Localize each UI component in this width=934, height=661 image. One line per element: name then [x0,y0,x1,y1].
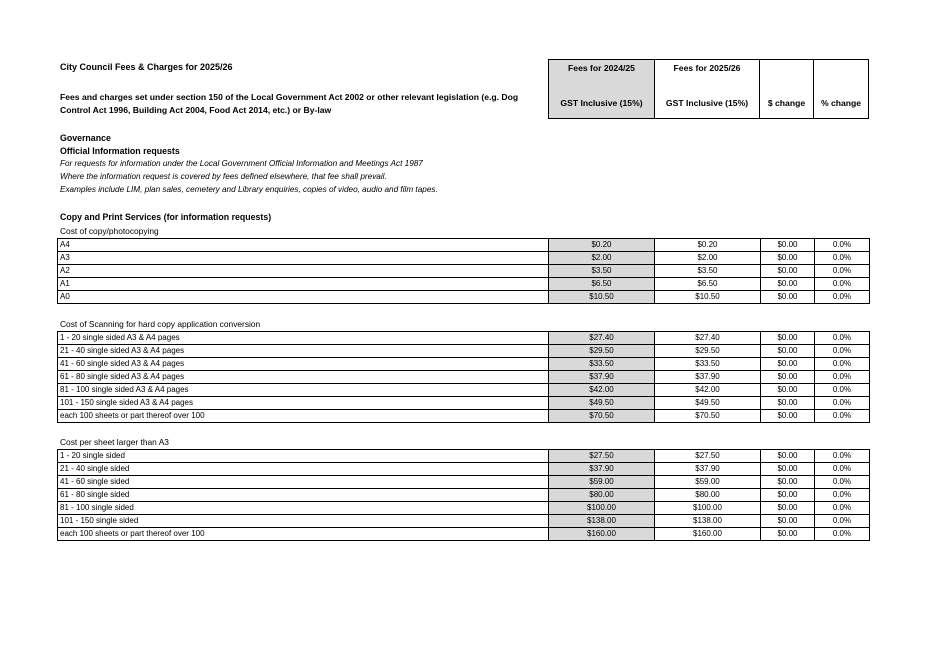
fee-percent-change: 0.0% [815,252,870,265]
fees-table-large-sheets [57,449,870,541]
fee-prev: $2.00 [549,252,655,265]
fee-prev: $37.90 [549,463,655,476]
fee-curr: $6.50 [655,278,761,291]
header-fees-prev-box [548,59,655,119]
header-percent-change-box [813,59,869,119]
fee-dollar-change: $0.00 [761,450,815,463]
fee-percent-change: 0.0% [815,410,870,423]
fee-percent-change: 0.0% [815,528,870,541]
fee-prev: $3.50 [549,265,655,278]
fee-curr: $29.50 [655,345,761,358]
fee-prev: $59.00 [549,476,655,489]
fee-dollar-change: $0.00 [761,291,815,304]
table-row [58,384,870,397]
fee-prev: $29.50 [549,345,655,358]
table-row [58,397,870,410]
fee-curr: $138.00 [655,515,761,528]
fee-dollar-change: $0.00 [761,358,815,371]
fee-item: A3 [58,252,549,265]
fee-curr: $2.00 [655,252,761,265]
governance-note: Where the information request is covered by fees defined elsewhere, that fee shall prevail. [60,172,387,181]
fee-percent-change: 0.0% [815,265,870,278]
fee-percent-change: 0.0% [815,450,870,463]
fee-curr: $27.50 [655,450,761,463]
header-percent-change: % change [820,98,862,108]
fee-curr: $10.50 [655,291,761,304]
fee-prev: $10.50 [549,291,655,304]
fee-curr: $33.50 [655,358,761,371]
governance-heading: Governance [60,133,111,143]
fee-curr: $42.00 [655,384,761,397]
fee-item: 61 - 80 single sided [58,489,549,502]
fee-curr: $49.50 [655,397,761,410]
table-row [58,345,870,358]
fee-item: 81 - 100 single sided [58,502,549,515]
fee-dollar-change: $0.00 [761,502,815,515]
fee-percent-change: 0.0% [815,463,870,476]
fee-percent-change: 0.0% [815,515,870,528]
fee-dollar-change: $0.00 [761,371,815,384]
fee-curr: $70.50 [655,410,761,423]
fee-percent-change: 0.0% [815,291,870,304]
fee-item: 81 - 100 single sided A3 & A4 pages [58,384,549,397]
fees-table-copy [57,238,870,304]
table-row [58,371,870,384]
fee-dollar-change: $0.00 [761,489,815,502]
table-row [58,278,870,291]
copy-print-heading: Copy and Print Services (for information requests) [60,212,272,222]
fee-prev: $37.90 [549,371,655,384]
fee-curr: $80.00 [655,489,761,502]
official-info-heading: Official Information requests [60,146,180,156]
fee-item: A2 [58,265,549,278]
fee-curr: $27.40 [655,332,761,345]
fee-dollar-change: $0.00 [761,278,815,291]
fees-table-scanning [57,331,870,423]
fee-item: 101 - 150 single sided A3 & A4 pages [58,397,549,410]
document-title: City Council Fees & Charges for 2025/26 [60,62,233,72]
header-gst-prev: GST Inclusive (15%) [560,98,643,108]
fee-dollar-change: $0.00 [761,528,815,541]
fee-dollar-change: $0.00 [761,410,815,423]
fee-item: 41 - 60 single sided A3 & A4 pages [58,358,549,371]
table-row [58,265,870,278]
table-row [58,291,870,304]
section-label: Cost per sheet larger than A3 [60,437,169,447]
fee-prev: $27.40 [549,332,655,345]
document-subtitle: Fees and charges set under section 150 of the Local Government Act 2002 or other relevant legislation (e.g. Dog Control Act 1996, Building Act 2004, Food Act 2014, etc.) or By-law [60,92,519,115]
fee-dollar-change: $0.00 [761,384,815,397]
fee-percent-change: 0.0% [815,489,870,502]
fee-prev: $49.50 [549,397,655,410]
fee-percent-change: 0.0% [815,384,870,397]
fee-item: each 100 sheets or part thereof over 100 [58,528,549,541]
fee-percent-change: 0.0% [815,345,870,358]
fee-percent-change: 0.0% [815,397,870,410]
fee-curr: $160.00 [655,528,761,541]
table-row [58,515,870,528]
table-row [58,410,870,423]
governance-note: For requests for information under the Local Government Official Information and Meetings Act 1987 [60,159,423,168]
fee-dollar-change: $0.00 [761,345,815,358]
fee-prev: $33.50 [549,358,655,371]
fee-prev: $27.50 [549,450,655,463]
fee-curr: $59.00 [655,476,761,489]
fee-dollar-change: $0.00 [761,265,815,278]
fee-percent-change: 0.0% [815,332,870,345]
fee-percent-change: 0.0% [815,239,870,252]
fee-dollar-change: $0.00 [761,515,815,528]
header-fees-curr-box [654,59,760,119]
header-dollar-change-box [759,59,814,119]
table-row [58,358,870,371]
fee-percent-change: 0.0% [815,476,870,489]
table-row [58,450,870,463]
fee-dollar-change: $0.00 [761,239,815,252]
table-row [58,528,870,541]
fee-percent-change: 0.0% [815,502,870,515]
header-fees-curr: Fees for 2025/26 [673,63,741,73]
fee-item: 21 - 40 single sided [58,463,549,476]
fee-dollar-change: $0.00 [761,476,815,489]
fee-prev: $80.00 [549,489,655,502]
fee-prev: $0.20 [549,239,655,252]
fee-curr: $3.50 [655,265,761,278]
fee-prev: $42.00 [549,384,655,397]
section-label: Cost of Scanning for hard copy application conversion [60,319,261,329]
fee-curr: $0.20 [655,239,761,252]
fee-dollar-change: $0.00 [761,463,815,476]
governance-note: Examples include LIM, plan sales, cemetery and Library enquiries, copies of video, audio and film tapes. [60,185,438,194]
fee-percent-change: 0.0% [815,278,870,291]
table-row [58,502,870,515]
table-row [58,476,870,489]
fee-item: 61 - 80 single sided A3 & A4 pages [58,371,549,384]
table-row [58,252,870,265]
fee-percent-change: 0.0% [815,371,870,384]
fee-item: A4 [58,239,549,252]
fee-dollar-change: $0.00 [761,397,815,410]
fee-item: 101 - 150 single sided [58,515,549,528]
fee-curr: $100.00 [655,502,761,515]
fee-item: 1 - 20 single sided A3 & A4 pages [58,332,549,345]
table-row [58,332,870,345]
section-label: Cost of copy/photocopying [60,226,159,236]
fee-prev: $70.50 [549,410,655,423]
fee-curr: $37.90 [655,371,761,384]
fee-item: 41 - 60 single sided [58,476,549,489]
fee-prev: $160.00 [549,528,655,541]
fee-prev: $138.00 [549,515,655,528]
fee-item: each 100 sheets or part thereof over 100 [58,410,549,423]
header-fees-prev: Fees for 2024/25 [568,63,635,73]
table-row [58,239,870,252]
fee-prev: $6.50 [549,278,655,291]
fee-item: 21 - 40 single sided A3 & A4 pages [58,345,549,358]
fee-item: A0 [58,291,549,304]
header-dollar-change: $ change [767,98,806,108]
table-row [58,489,870,502]
fee-item: 1 - 20 single sided [58,450,549,463]
fee-curr: $37.90 [655,463,761,476]
fee-dollar-change: $0.00 [761,332,815,345]
fee-percent-change: 0.0% [815,358,870,371]
header-gst-curr: GST Inclusive (15%) [665,98,749,108]
fee-item: A1 [58,278,549,291]
table-row [58,463,870,476]
fee-prev: $100.00 [549,502,655,515]
fee-dollar-change: $0.00 [761,252,815,265]
